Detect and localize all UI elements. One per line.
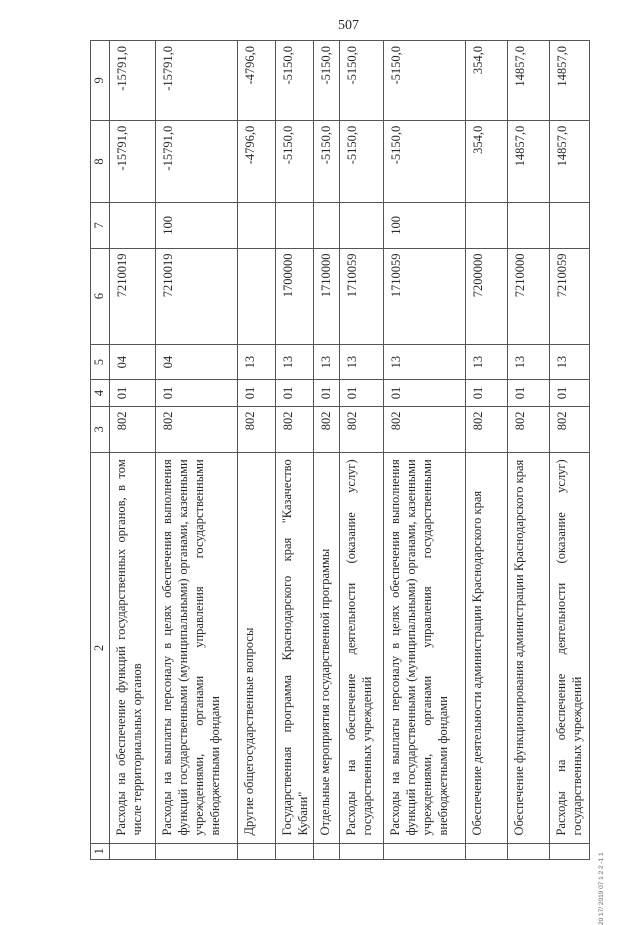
cell-amount: 14857,0 (508, 120, 550, 202)
cell-description: Расходы на выплаты персоналу в целях обеспечения выполнения функций государственными (муниципальными) органами, казенными учреждениями, органами управления государственными внебюджетными фондами (156, 453, 238, 843)
cell-target-article: 1710059 (384, 248, 466, 344)
cell-admin-code: 802 (110, 406, 156, 453)
cell-target-article: 1700000 (276, 248, 314, 344)
rotated-table-frame (90, 40, 592, 860)
cell-description: Другие общегосударственные вопросы (238, 453, 276, 843)
cell-admin-code: 802 (384, 406, 466, 453)
cell-admin-code: 802 (550, 406, 590, 453)
header-col-9: 9 (91, 41, 110, 121)
cell-subsection: 04 (156, 344, 238, 380)
table-row (508, 41, 550, 860)
footer-note-text: 20 17/ 2019 07 1 2 2 -1 1 (598, 852, 605, 925)
cell-col-1 (156, 843, 238, 859)
cell-col-1 (238, 843, 276, 859)
cell-total: -5150,0 (384, 41, 466, 121)
cell-section: 01 (238, 380, 276, 406)
cell-amount: 14857,0 (550, 120, 590, 202)
cell-description: Расходы на обеспечение деятельности (оказание услуг) государственных учреждений (550, 453, 590, 843)
cell-col-1 (466, 843, 508, 859)
table-row (550, 41, 590, 860)
table-row (340, 41, 384, 860)
cell-subsection: 13 (276, 344, 314, 380)
header-col-5: 5 (91, 344, 110, 380)
cell-subsection: 04 (110, 344, 156, 380)
cell-subsection: 13 (508, 344, 550, 380)
budget-table (90, 40, 590, 860)
header-col-1: 1 (91, 843, 110, 859)
page-number: 507 (338, 18, 359, 33)
cell-amount: -15791,0 (156, 120, 238, 202)
cell-description: Обеспечение деятельности администрации Краснодарского края (466, 453, 508, 843)
table-row (314, 41, 340, 860)
cell-total: 14857,0 (508, 41, 550, 121)
cell-admin-code: 802 (508, 406, 550, 453)
table-body (110, 41, 590, 860)
cell-total: 14857,0 (550, 41, 590, 121)
cell-subsection: 13 (384, 344, 466, 380)
table-row (276, 41, 314, 860)
cell-amount: -4796,0 (238, 120, 276, 202)
cell-target-article: 1710059 (340, 248, 384, 344)
cell-total: -15791,0 (110, 41, 156, 121)
cell-description: Обеспечение функционирования администрации Краснодарского края (508, 453, 550, 843)
cell-target-article: 7210000 (508, 248, 550, 344)
cell-target-article: 7200000 (466, 248, 508, 344)
cell-total: -5150,0 (314, 41, 340, 121)
cell-amount: -5150,0 (276, 120, 314, 202)
cell-col-1 (508, 843, 550, 859)
cell-total: -5150,0 (276, 41, 314, 121)
cell-col-1 (110, 843, 156, 859)
header-col-7: 7 (91, 203, 110, 248)
cell-section: 01 (466, 380, 508, 406)
cell-admin-code: 802 (238, 406, 276, 453)
cell-section: 01 (110, 380, 156, 406)
header-col-3: 3 (91, 406, 110, 453)
cell-expense-type: 100 (384, 203, 466, 248)
header-col-6: 6 (91, 248, 110, 344)
table-row (110, 41, 156, 860)
cell-description: Расходы на обеспечение деятельности (оказание услуг) государственных учреждений (340, 453, 384, 843)
cell-col-1 (384, 843, 466, 859)
cell-total: -5150,0 (340, 41, 384, 121)
cell-amount: -5150,0 (340, 120, 384, 202)
cell-expense-type (314, 203, 340, 248)
cell-section: 01 (340, 380, 384, 406)
cell-subsection: 13 (466, 344, 508, 380)
cell-section: 01 (314, 380, 340, 406)
cell-admin-code: 802 (314, 406, 340, 453)
table-row (384, 41, 466, 860)
cell-description: Отдельные мероприятия государственной программы (314, 453, 340, 843)
table-row (466, 41, 508, 860)
cell-amount: -5150,0 (384, 120, 466, 202)
cell-description: Государственная программа Краснодарского края "Казачество Кубани" (276, 453, 314, 843)
cell-subsection: 13 (550, 344, 590, 380)
cell-target-article: 7210059 (550, 248, 590, 344)
cell-section: 01 (384, 380, 466, 406)
cell-section: 01 (156, 380, 238, 406)
cell-target-article (238, 248, 276, 344)
cell-target-article: 7210019 (156, 248, 238, 344)
cell-col-1 (276, 843, 314, 859)
cell-subsection: 13 (340, 344, 384, 380)
header-col-4: 4 (91, 380, 110, 406)
cell-col-1 (314, 843, 340, 859)
cell-expense-type (466, 203, 508, 248)
cell-description: Расходы на выплаты персоналу в целях обеспечения выполнения функций государственными (муниципальными) органами, казенными учреждениями, органами управления государственными внебюджетными фондами (384, 453, 466, 843)
cell-section: 01 (508, 380, 550, 406)
cell-admin-code: 802 (156, 406, 238, 453)
cell-expense-type: 100 (156, 203, 238, 248)
cell-target-article: 7210019 (110, 248, 156, 344)
cell-total: 354,0 (466, 41, 508, 121)
header-col-2: 2 (91, 453, 110, 843)
cell-expense-type (340, 203, 384, 248)
rotated-table-area (90, 40, 592, 860)
header-row (91, 41, 110, 860)
cell-amount: -15791,0 (110, 120, 156, 202)
cell-total: -4796,0 (238, 41, 276, 121)
cell-admin-code: 802 (340, 406, 384, 453)
table-row (238, 41, 276, 860)
footer-note (598, 640, 610, 925)
cell-expense-type (110, 203, 156, 248)
table-row (156, 41, 238, 860)
cell-section: 01 (276, 380, 314, 406)
cell-total: -15791,0 (156, 41, 238, 121)
cell-col-1 (340, 843, 384, 859)
cell-admin-code: 802 (466, 406, 508, 453)
cell-description: Расходы на обеспечение функций государственных органов, в том числе территориальных органов (110, 453, 156, 843)
header-col-8: 8 (91, 120, 110, 202)
cell-section: 01 (550, 380, 590, 406)
cell-col-1 (550, 843, 590, 859)
cell-amount: 354,0 (466, 120, 508, 202)
cell-subsection: 13 (314, 344, 340, 380)
cell-expense-type (276, 203, 314, 248)
cell-subsection: 13 (238, 344, 276, 380)
cell-admin-code: 802 (276, 406, 314, 453)
cell-amount: -5150,0 (314, 120, 340, 202)
cell-expense-type (238, 203, 276, 248)
cell-expense-type (550, 203, 590, 248)
cell-expense-type (508, 203, 550, 248)
cell-target-article: 1710000 (314, 248, 340, 344)
